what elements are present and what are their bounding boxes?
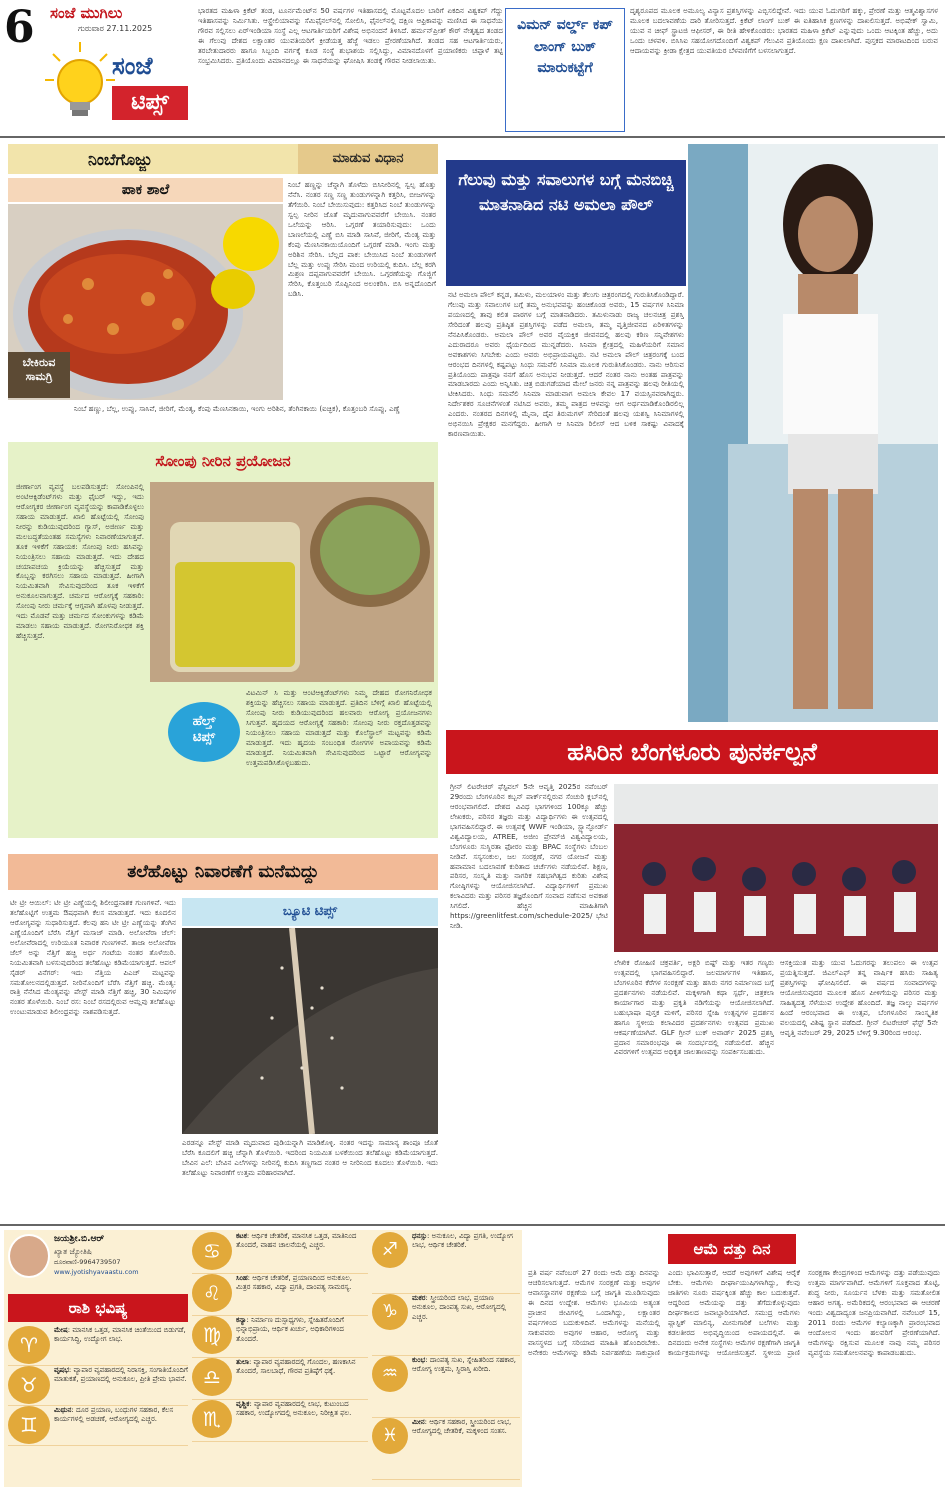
astrologer-name: ಜಯಶ್ರೀ.ಬಿ.ಆರ್ bbox=[54, 1234, 105, 1244]
ame-dattu-title: ಆಮೆ ದತ್ತು ದಿನ bbox=[668, 1234, 796, 1264]
gemini-icon: ♊ bbox=[8, 1406, 50, 1444]
rashi-item: ♑ ಮಕರ: ಸ್ತ್ರೀಯರಿಂದ ಲಾಭ, ಪ್ರಯಾಣ ಅನುಕೂಲ, ದಾಂಪತ್ಯ ಸುಖ, ಆರೋಗ್ಯದಲ್ಲಿ ಎಚ್ಚರ. bbox=[372, 1294, 520, 1356]
rashi-text: ಆರ್ಥಿಕ ಸಹಕಾರ, ಸ್ತ್ರೀಯರಿಂದ ಲಾಭ, ಆರೋಗ್ಯದಲ್ಲಿ ಚೇತರಿಕೆ, ಮಕ್ಕಳಿಂದ ಸಂತಸ. bbox=[412, 1418, 512, 1436]
bulb-icon bbox=[45, 40, 115, 130]
lemon-title-bar bbox=[8, 144, 438, 174]
rashi-name: ತುಲಾ bbox=[236, 1358, 249, 1366]
rashi-text: ದಾಂಪತ್ಯ ಸುಖ, ಸ್ನೇಹಿತರಿಂದ ಸಹಕಾರ, ಆರೋಗ್ಯ ಉತ್ತಮ, ಸ್ಥಿರಾಸ್ತಿ ಖರೀದಿ. bbox=[412, 1356, 516, 1374]
ingredients-badge bbox=[8, 352, 70, 398]
rashi-text: ಸ್ತ್ರೀಯರಿಂದ ಲಾಭ, ಪ್ರಯಾಣ ಅನುಕೂಲ, ದಾಂಪತ್ಯ ಸುಖ, ಆರೋಗ್ಯದಲ್ಲಿ ಎಚ್ಚರ. bbox=[412, 1294, 506, 1321]
rashi-name: ಕನ್ಯಾ bbox=[236, 1316, 247, 1324]
rashi-text: ಆರ್ಥಿಕ ಚೇತರಿಕೆ, ಪ್ರಯಾಣದಿಂದ ಅನುಕೂಲ, ಮಿತ್ರರ ಸಹಕಾರ, ವಿದ್ಯಾ ಪ್ರಗತಿ, ದಾಂಪತ್ಯ ಸಾಮರಸ್ಯ. bbox=[236, 1274, 352, 1292]
fennel-title: ಸೋಂಪು ನೀರಿನ ಪ್ರಯೋಜನ bbox=[155, 452, 291, 470]
rashi-col-2 bbox=[192, 1232, 368, 1486]
rashi-name: ಕುಂಭ bbox=[412, 1356, 426, 1364]
astrologer-website[interactable]: www.jyotishyavaastu.com bbox=[54, 1268, 139, 1276]
method-label: ಮಾಡುವ ವಿಧಾನ bbox=[298, 144, 438, 174]
pisces-icon: ♓ bbox=[372, 1418, 408, 1454]
divider bbox=[0, 136, 945, 138]
ingredients-label-1: ಬೇಕಿರುವ bbox=[22, 356, 56, 369]
lemon-ingredients-text: ನಿಂಬೆ ಹಣ್ಣು, ಬೆಲ್ಲ, ಉಪ್ಪು, ಸಾಸಿವೆ, ಜೀರಿಗೆ, ಮೆಂತ್ಯ, ಕೆಂಪು ಮೆಣಸಿನಕಾಯಿ, ಇಂಗು ಅರಿಶಿನ, ತೆಂಗಿನಕಾಯಿ (ಐಚ್ಛಿಕ), ಕೊತ್ತಂಬರಿ ಸೊಪ್ಪು, ಎಣ್ಣೆ bbox=[74, 404, 400, 413]
bengaluru-text-right: ಆಸಕ್ತಿಯುತ ಮತ್ತು ಯುವ ಓದುಗರನ್ನು ತಲುಪಲು ಈ ಉತ್ಸವ ಪ್ರಯತ್ನಿಸುತ್ತದೆ. ಜಿಎಲ್‌ಎಫ್ ತನ್ನ ವಾರ್ಷಿಕ ಹಸಿರು ಸಾಹಿತ್ಯ ಪ್ರಶಸ್ತಿಗಳನ್ನು ಘೋಷಿಸಲಿದೆ. ಈ ವರ್ಷದ ಸಂವಾದಗಳನ್ನು ಆಯೋಜಿಸುವುದರ ಮೂಲಕ ಹೊಸ ಪೀಳಿಗೆಯನ್ನು ಪರಿಸರ ಮತ್ತು ಸಾಹಿತ್ಯದತ್ತ ಸೆಳೆಯುವ ಉದ್ದೇಶ ಹೊಂದಿದೆ. ತಜ್ಞ ನಾಲ್ಕು ವರ್ಷಗಳ ಹಿಂದೆ ಆರಂಭವಾದ ಈ ಉತ್ಸವ, ಬೆಂಗಳೂರಿನ ಸಾಂಸ್ಕೃತಿಕ ವಲಯದಲ್ಲಿ ವಿಶಿಷ್ಟ ಸ್ಥಾನ ಪಡೆದಿದೆ. ಗ್ರೀನ್ ಲಿಟರೇಚರ್ ಫೆಸ್ಟ್ 5ನೇ ಆವೃತ್ತಿ ನವೆಂಬರ್ 29, 2025 ಬೆಳಿಗ್ಗೆ 9.30ರಿಂದ ಆರಂಭ. bbox=[780, 958, 938, 1037]
amala-photo bbox=[688, 144, 938, 722]
rashi-name: ವೃಷಭ bbox=[54, 1366, 69, 1374]
top-box bbox=[505, 8, 625, 132]
rashi-text: ನಿರ್ಮಾಣ ದುಸ್ಸಾಧ್ಯಗಳು, ಸ್ನೇಹಿತರೊಂದಿಗೆ ಭಿನ್ನಾಭಿಪ್ರಾಯ, ಆರ್ಥಿಕ ಖರ್ಚು, ಅಧಿಕಾರಿಗಳಿಂದ ತೊಂದರೆ. bbox=[236, 1316, 344, 1343]
dandruff-text-right: ಎರಡನ್ನೂ ಪೇಸ್ಟ್ ಮಾಡಿ ಮೃದುವಾದ ಪುಡಿಯನ್ನಾಗಿ ಮಾಡಿಕೊಳ್ಳಿ. ನಂತರ ಇದನ್ನು ಸಾಮಾನ್ಯ ಶಾಂಪೂ ಜೊತೆ ಬೆರೆಸಿ ಕೂದಲಿಗೆ ಹಚ್ಚಿ ಚೆನ್ನಾಗಿ ತೊಳೆಯಿರಿ. ಇದರಿಂದ ನಿಯಮಿತ ಬಳಕೆಯಿಂದ ತಲೆಹೊಟ್ಟು ಕಡಿಮೆಯಾಗುತ್ತದೆ. ಬೇವಿನ ಎಲೆ: ಬೇವಿನ ಎಲೆಗಳನ್ನು ನೀರಿನಲ್ಲಿ ಕುದಿಸಿ ತಣ್ಣಗಾದ ನಂತರ ಆ ನೀರಿನಿಂದ ಕೂದಲು ತೊಳೆಯಿರಿ. ಇದು ತಲೆಹೊಟ್ಟು ನಿವಾರಣೆಗೆ ಉತ್ತಮ ಪರಿಹಾರವಾಗಿದೆ. bbox=[182, 1138, 438, 1177]
rashi-item: ♎ ತುಲಾ: ವ್ಯಾಪಾರ ವ್ಯವಹಾರದಲ್ಲಿ ಗೊಂದಲ, ಹಣಕಾಸಿನ ತೊಂದರೆ, ಸಾಲಬಾಧೆ, ಗೌರವ ಪ್ರತಿಷ್ಠೆಗೆ ಧಕ್ಕೆ. bbox=[192, 1358, 368, 1400]
health-tips-line-1: ಹೆಲ್ತ್ bbox=[192, 714, 216, 729]
rashi-text: ವ್ಯಾಪಾರ ವ್ಯವಹಾರದಲ್ಲಿ ನಿರಾಸಕ್ತಿ, ಸಂಗಾತಿಯೊಂದಿಗೆ ಮಾತುಕತೆ, ಪ್ರಯಾಣದಲ್ಲಿ ಅನುಕೂಲ, ಪ್ರೀತಿ ಪ್ರೇಮ ಭಾವನೆ. bbox=[54, 1366, 188, 1384]
kitchen-label: ಪಾಕ ಶಾಲೆ bbox=[8, 178, 283, 202]
rashi-name: ಮಕರ bbox=[412, 1294, 426, 1302]
fennel-text-left: ಜೀರ್ಣಾಂಗ ವ್ಯವಸ್ಥೆ ಬಲಪಡಿಸುತ್ತದೆ: ಸೋಂಪಿನಲ್ಲಿ ಅಂಟಿಆಕ್ಸಿಡೆಂಟ್‌ಗಳು ಮತ್ತು ಫೈಬರ್ ಇದ್ದು, ಇದು ಆರೋಗ್ಯಕರ ಜೀರ್ಣಾಂಗ ವ್ಯವಸ್ಥೆಯನ್ನು ಕಾಪಾಡಿಕೊಳ್ಳಲು ಸಹಾಯ ಮಾಡುತ್ತದೆ. ಖಾಲಿ ಹೊಟ್ಟೆಯಲ್ಲಿ ಸೋಂಪು ನೀರನ್ನು ಕುಡಿಯುವುದರಿಂದ ಗ್ಯಾಸ್, ಅಜೀರ್ಣ ಮತ್ತು ಮಲಬದ್ಧತೆಯಂತಹ ಸಮಸ್ಯೆಗಳು ನಿವಾರಣೆಯಾಗುತ್ತವೆ. ತೂಕ ಇಳಿಕೆಗೆ ಸಹಾಯಕ: ಸೋಂಪು ನೀರು ಹಸಿವನ್ನು ನಿಯಂತ್ರಿಸಲು ಸಹಾಯ ಮಾಡುತ್ತದೆ. ಇದು ದೇಹದ ಚಯಾಪಚಯ ಕ್ರಿಯೆಯನ್ನು ಹೆಚ್ಚಿಸುತ್ತದೆ ಮತ್ತು ಕೊಬ್ಬನ್ನು ಕರಗಿಸಲು ಸಹಾಯ ಮಾಡುತ್ತದೆ. ಹೀಗಾಗಿ ನಿಯಮಿತವಾಗಿ ಸೇವಿಸುವುದರಿಂದ ತೂಕ ಇಳಿಕೆಗೆ ಅನುಕೂಲವಾಗುತ್ತದೆ. ಚರ್ಮದ ಆರೋಗ್ಯಕ್ಕೆ ಸಹಕಾರಿ: ಸೋಂಪು ನೀರು ಚರ್ಮಕ್ಕೆ ಆಗ್ಗವಾಗಿ ಹೊಳಪು ನೀಡುತ್ತದೆ. ಇದು ಮೊಡವೆ ಮತ್ತು ಚರ್ಮದ ಸೋಂಕುಗಳನ್ನು ಕಡಿಮೆ ಮಾಡಲು ಸಹಾಯ ಮಾಡುತ್ತದೆ. ರೋಗನಿರೋಧಕ ಶಕ್ತಿ ಹೆಚ್ಚಿಸುತ್ತದೆ. bbox=[16, 482, 144, 641]
rashi-name: ಮೀನ bbox=[412, 1418, 425, 1426]
rashi-item: ♏ ವೃಶ್ಚಿಕ: ವ್ಯಾಪಾರ ವ್ಯವಹಾರದಲ್ಲಿ ಲಾಭ, ಕುಟುಂಬದ ಸಹಕಾರ, ಉದ್ಯೋಗದಲ್ಲಿ ಅನುಕೂಲ, ನಿರೀಕ್ಷಿತ ಫಲ. bbox=[192, 1400, 368, 1442]
fennel-text-right: ವಿಟಮಿನ್ ಸಿ ಮತ್ತು ಆಂಟಿಆಕ್ಸಿಡೆಂಟ್‌ಗಳು ನಿಮ್ಮ ದೇಹದ ರೋಗನಿರೋಧಕ ಶಕ್ತಿಯನ್ನು ಹೆಚ್ಚಿಸಲು ಸಹಾಯ ಮಾಡುತ್ತದೆ. ಪ್ರತಿದಿನ ಬೆಳಿಗ್ಗೆ ಖಾಲಿ ಹೊಟ್ಟೆಯಲ್ಲಿ ಸೋಂಪು ನೀರು ಕುಡಿಯುವುದರಿಂದ ಹಲವಾರು ಆರೋಗ್ಯ ಪ್ರಯೋಜನಗಳು ಸಿಗುತ್ತವೆ. ಹೃದಯದ ಆರೋಗ್ಯಕ್ಕೆ ಸಹಕಾರಿ: ಸೋಂಪು ನೀರು ರಕ್ತದೊತ್ತಡವನ್ನು ನಿಯಂತ್ರಿಸಲು ಸಹಾಯ ಮಾಡುತ್ತದೆ ಮತ್ತು ಕೊಲೆಸ್ಟ್ರಾಲ್ ಮಟ್ಟವನ್ನು ಕಡಿಮೆ ಮಾಡುತ್ತದೆ. ಇದು ಹೃದಯ ಸಂಬಂಧಿತ ರೋಗಗಳ ಅಪಾಯವನ್ನು ಕಡಿಮೆ ಮಾಡುತ್ತದೆ. ನಿಯಮಿತವಾಗಿ ಸೇವಿಸುವುದರಿಂದ ಒಟ್ಟಾರೆ ಆರೋಗ್ಯವನ್ನು ಉತ್ತಮಪಡಿಸಿಕೊಳ್ಳಬಹುದು. bbox=[246, 688, 432, 767]
rashi-name: ಸಿಂಹ bbox=[236, 1274, 248, 1282]
bengaluru-text-left: ಗ್ರೀನ್ ಲಿಟರೇಚರ್ ಫೆಸ್ಟಿವಲ್ 5ನೇ ಆವೃತ್ತಿ 2025ರ ನವೆಂಬರ್ 29ರಂದು ಬೆಂಗಳೂರಿನ ಕಬ್ಬನ್ ಪಾರ್ಕ್‌ನಲ್ಲಿರುವ ಸೆಂಚುರಿ ಕ್ಲಬ್‌ನಲ್ಲಿ ಆರಂಭವಾಗಲಿದೆ. ದೇಶದ ವಿವಿಧ ಭಾಗಗಳಿಂದ 100ಕ್ಕೂ ಹೆಚ್ಚು ಲೇಖಕರು, ಪರಿಸರ ತಜ್ಞರು ಮತ್ತು ವಿದ್ಯಾರ್ಥಿಗಳು ಈ ಉತ್ಸವದಲ್ಲಿ ಭಾಗವಹಿಸಲಿದ್ದಾರೆ. ಈ ಉತ್ಸವಕ್ಕೆ WWF ಇಂಡಿಯಾ, ಸ್ಟ್ಯಾನ್ಫೋರ್ಡ್ ವಿಶ್ವವಿದ್ಯಾಲಯ, ATREE, ಅಜೀಂ ಪ್ರೇಮ್‌ಜಿ ವಿಶ್ವವಿದ್ಯಾಲಯ, ಬೆಂಗಳೂರು ಸುಸ್ಥಿರತಾ ಫೋರಂ ಮತ್ತು BPAC ಸಂಸ್ಥೆಗಳು ಬೆಂಬಲ ನೀಡಿವೆ. ಸಸ್ಯಸಂಕುಲ, ಜಲ ಸಂರಕ್ಷಣೆ, ನಗರ ಯೋಜನೆ ಮತ್ತು ಹವಾಮಾನ ಬದಲಾವಣೆ ಕುರಿತಾದ ಚರ್ಚೆಗಳು ನಡೆಯಲಿವೆ. ಶಿಕ್ಷಣ, ಪರಿಸರ, ಸಂಸ್ಕೃತಿ ಮತ್ತು ನಾಗರಿಕ ಸಹಭಾಗಿತ್ವದ ಕುರಿತು ವಿಶೇಷ ಗೋಷ್ಠಿಗಳನ್ನು ಆಯೋಜಿಸಲಾಗಿದೆ. ವಿದ್ಯಾರ್ಥಿಗಳಿಗೆ ಪ್ರಮುಖ ಕಲಾವಿದರು ಮತ್ತು ಪರಿಸರ ತಜ್ಞರೊಂದಿಗೆ ಸಂವಾದ ನಡೆಸುವ ಅವಕಾಶ ಸಿಗಲಿದೆ. ಹೆಚ್ಚಿನ ಮಾಹಿತಿಗಾಗಿ https://greenlitfest.com/schedule-2025/ ಭೇಟಿ ನೀಡಿ. bbox=[450, 782, 608, 931]
astrologer-title: ಖ್ಯಾತ ಜ್ಯೋತಿಷಿ bbox=[54, 1247, 92, 1256]
bengaluru-headline-bar bbox=[446, 730, 938, 774]
beauty-tips-label: ಬ್ಯೂಟಿ ಟಿಪ್ಸ್ bbox=[182, 898, 438, 926]
dandruff-title: ತಲೆಹೊಟ್ಟು ನಿವಾರಣೆಗೆ ಮನೆಮದ್ದು bbox=[8, 854, 438, 890]
dandruff-image bbox=[182, 928, 438, 1134]
aries-icon: ♈ bbox=[8, 1326, 50, 1364]
lemon-title: ನಿಂಬೆಗೊಜ್ಜು bbox=[88, 150, 152, 169]
rashi-name: ಧನಸ್ಸು bbox=[412, 1232, 428, 1240]
health-tips-badge bbox=[168, 702, 240, 762]
rashi-name: ಕಟಕ bbox=[236, 1232, 247, 1240]
ame-dattu-text: ಪ್ರತಿ ವರ್ಷ ನವೆಂಬರ್ 27 ರಂದು ಆಮೆ ದತ್ತು ದಿನವನ್ನು ಆಚರಿಸಲಾಗುತ್ತದೆ. ಆಮೆಗಳ ಸಂರಕ್ಷಣೆ ಮತ್ತು ಅವುಗಳ ಆವಾಸಸ್ಥಾನಗಳ ರಕ್ಷಣೆಯ ಬಗ್ಗೆ ಜಾಗೃತಿ ಮೂಡಿಸುವುದು ಈ ದಿನದ ಉದ್ದೇಶ. ಆಮೆಗಳು ಭೂಮಿಯ ಅತ್ಯಂತ ಪ್ರಾಚೀನ ಜೀವಿಗಳಲ್ಲಿ ಒಂದಾಗಿದ್ದು, ಲಕ್ಷಾಂತರ ವರ್ಷಗಳಿಂದ ಬದುಕುಳಿದಿವೆ. ಆಮೆಗಳನ್ನು ಮನೆಯಲ್ಲಿ ಸಾಕುವವರು ಅವುಗಳ ಆಹಾರ, ಆರೋಗ್ಯ ಮತ್ತು ವಾಸಸ್ಥಳದ ಬಗ್ಗೆ ಸರಿಯಾದ ಮಾಹಿತಿ ಹೊಂದಿರಬೇಕು. ಅನೇಕರು ಆಮೆಗಳನ್ನು ಕಡಿಮೆ ನಿರ್ವಹಣೆಯ ಸಾಕುಪ್ರಾಣಿ ಎಂದು ಭಾವಿಸುತ್ತಾರೆ, ಆದರೆ ಅವುಗಳಿಗೆ ವಿಶೇಷ ಆರೈಕೆ ಬೇಕು. ಆಮೆಗಳು ದೀರ್ಘಾಯುಷಿಗಳಾಗಿದ್ದು, ಕೆಲವು ಜಾತಿಗಳು ನೂರು ವರ್ಷಕ್ಕಿಂತ ಹೆಚ್ಚು ಕಾಲ ಬದುಕುತ್ತವೆ. ಆದ್ದರಿಂದ ಆಮೆಯನ್ನು ದತ್ತು ತೆಗೆದುಕೊಳ್ಳುವುದು ದೀರ್ಘಕಾಲದ ಜವಾಬ್ದಾರಿಯಾಗಿದೆ. ಸಮುದ್ರ ಆಮೆಗಳು ಪ್ಲಾಸ್ಟಿಕ್ ಮಾಲಿನ್ಯ, ಮೀನುಗಾರಿಕೆ ಬಲೆಗಳು ಮತ್ತು ಕಡಲತೀರದ ಅಭಿವೃದ್ಧಿಯಿಂದ ಅಪಾಯದಲ್ಲಿವೆ. ಈ ದಿನದಂದು ಅನೇಕ ಸಂಸ್ಥೆಗಳು ಆಮೆಗಳ ರಕ್ಷಣೆಗಾಗಿ ಜಾಗೃತಿ ಕಾರ್ಯಕ್ರಮಗಳನ್ನು ಆಯೋಜಿಸುತ್ತವೆ. ಸ್ಥಳೀಯ ಪ್ರಾಣಿ ಸಂರಕ್ಷಣಾ ಕೇಂದ್ರಗಳಿಂದ ಆಮೆಗಳನ್ನು ದತ್ತು ಪಡೆಯುವುದು ಉತ್ತಮ ಮಾರ್ಗವಾಗಿದೆ. ಆಮೆಗಳಿಗೆ ಸೂಕ್ತವಾದ ತೊಟ್ಟಿ, ಶುದ್ಧ ನೀರು, ಸೂರ್ಯನ ಬೆಳಕು ಮತ್ತು ಸಮತೋಲಿತ ಆಹಾರ ಅಗತ್ಯ. ಅಮೆರಿಕದಲ್ಲಿ ಆರಂಭವಾದ ಈ ಆಚರಣೆ ಇಂದು ವಿಶ್ವದಾದ್ಯಂತ ಜನಪ್ರಿಯವಾಗಿದೆ. ನವೆಂಬರ್ 15, 2011 ರಂದು ಆಮೆಗಳ ಕಲ್ಯಾಣಕ್ಕಾಗಿ ಪ್ರಾರಂಭವಾದ ಆಂದೋಲನ ಇಂದು ಹಲವರಿಗೆ ಪ್ರೇರಣೆಯಾಗಿದೆ. ಆಮೆಗಳನ್ನು ರಕ್ಷಿಸುವ ಮೂಲಕ ನಾವು ನಮ್ಮ ಪರಿಸರ ವ್ಯವಸ್ಥೆಯ ಸಮತೋಲನವನ್ನು ಕಾಪಾಡಬಹುದು. bbox=[528, 1268, 940, 1357]
rashi-name: ಮೇಷ bbox=[54, 1326, 68, 1334]
rashi-name: ವೃಶ್ಚಿಕ bbox=[236, 1400, 250, 1408]
rashi-item: ♓ ಮೀನ: ಆರ್ಥಿಕ ಸಹಕಾರ, ಸ್ತ್ರೀಯರಿಂದ ಲಾಭ, ಆರೋಗ್ಯದಲ್ಲಿ ಚೇತರಿಕೆ, ಮಕ್ಕಳಿಂದ ಸಂತಸ. bbox=[372, 1418, 520, 1480]
rashi-text: ಅನುಕೂಲ, ವಿದ್ಯಾ ಪ್ರಗತಿ, ಉದ್ಯೋಗ ಲಾಭ, ಆರ್ಥಿಕ ಚೇತರಿಕೆ. bbox=[412, 1232, 513, 1250]
libra-icon: ♎ bbox=[192, 1358, 232, 1396]
leo-icon: ♌ bbox=[192, 1274, 232, 1312]
amala-headline: ಗೆಲುವು ಮತ್ತು ಸವಾಲುಗಳ ಬಗ್ಗೆ ಮನಬಿಚ್ಚಿ ಮಾತನಾಡಿದ ನಟಿ ಅಮಲಾ ಪೌಲ್ bbox=[458, 170, 674, 214]
rashi-text: ಮಾನಸಿಕ ಒತ್ತಡ, ಮಾನಸಿಕ ಚಿಂತೆಯಿಂದ ಬಿಡುಗಡೆ, ಕಾರ್ಯಸಿದ್ಧಿ, ಉದ್ಯೋಗ ಲಾಭ. bbox=[54, 1326, 186, 1344]
rashi-col-1 bbox=[8, 1326, 188, 1486]
astrologer-avatar bbox=[8, 1234, 50, 1278]
rashi-title: ರಾಶಿ ಭವಿಷ್ಯ bbox=[8, 1294, 188, 1322]
rashi-text: ವ್ಯಾಪಾರ ವ್ಯವಹಾರದಲ್ಲಿ ಗೊಂದಲ, ಹಣಕಾಸಿನ ತೊಂದರೆ, ಸಾಲಬಾಧೆ, ಗೌರವ ಪ್ರತಿಷ್ಠೆಗೆ ಧಕ್ಕೆ. bbox=[236, 1358, 356, 1376]
astrologer-phone: ದೂರವಾಣಿ-9964739507 bbox=[54, 1258, 121, 1266]
rashi-item: ♍ ಕನ್ಯಾ: ನಿರ್ಮಾಣ ದುಸ್ಸಾಧ್ಯಗಳು, ಸ್ನೇಹಿತರೊಂದಿಗೆ ಭಿನ್ನಾಭಿಪ್ರಾಯ, ಆರ್ಥಿಕ ಖರ್ಚು, ಅಧಿಕಾರಿಗಳಿಂದ ತೊಂದರೆ. bbox=[192, 1316, 368, 1358]
dandruff-text-left: ಟೀ ಟ್ರೀ ಆಯಿಲ್: ಟೀ ಟ್ರೀ ಎಣ್ಣೆಯಲ್ಲಿ ಶಿಲೀಂಧ್ರನಾಶಕ ಗುಣಗಳಿವೆ. ಇದು ತಲೆಹೊಟ್ಟಿಗೆ ಉತ್ತಮ ಔಷಧವಾಗಿ ಕೆಲಸ ಮಾಡುತ್ತದೆ. ಇದು ಕೂದಲಿನ ಆರೋಗ್ಯವನ್ನು ಸುಧಾರಿಸುತ್ತದೆ. ಕೆಲವು ಹನಿ ಟೀ ಟ್ರೀ ಎಣ್ಣೆಯನ್ನು ತೆಂಗಿನ ಎಣ್ಣೆಯೊಂದಿಗೆ ಬೆರೆಸಿ ನೆತ್ತಿಗೆ ಮಸಾಜ್ ಮಾಡಿ. ಅಲೋವೆರಾ ಜೆಲ್: ಅಲೋವೆರಾದಲ್ಲಿ ಉರಿಯೂತ ನಿವಾರಕ ಗುಣಗಳಿವೆ. ತಾಜಾ ಅಲೋವೆರಾ ಜೆಲ್ ಅನ್ನು ನೆತ್ತಿಗೆ ಹಚ್ಚಿ ಅರ್ಧ ಗಂಟೆಯ ನಂತರ ತೊಳೆಯಿರಿ. ನಿಯಮಿತವಾಗಿ ಬಳಸುವುದರಿಂದ ತಲೆಹೊಟ್ಟು ಕಡಿಮೆಯಾಗುತ್ತದೆ. ಆಪಲ್ ಸೈಡರ್ ವಿನೆಗರ್: ಇದು ನೆತ್ತಿಯ ಪಿಎಚ್ ಮಟ್ಟವನ್ನು ಸಮತೋಲನದಲ್ಲಿಡುತ್ತದೆ. ನೀರಿನೊಂದಿಗೆ ಬೆರೆಸಿ ನೆತ್ತಿಗೆ ಹಚ್ಚಿ. ಮೆಂತ್ಯ: ರಾತ್ರಿ ನೆನೆಸಿದ ಮೆಂತ್ಯವನ್ನು ಪೇಸ್ಟ್ ಮಾಡಿ ನೆತ್ತಿಗೆ ಹಚ್ಚಿ, 30 ನಿಮಿಷಗಳ ನಂತರ ತೊಳೆಯಿರಿ. ನಿಂಬೆ ರಸ: ನಿಂಬೆ ರಸದಲ್ಲಿರುವ ಆಮ್ಲವು ತಲೆಹೊಟ್ಟು ಉಂಟುಮಾಡುವ ಶಿಲೀಂಧ್ರವನ್ನು ನಾಶಪಡಿಸುತ್ತದೆ. bbox=[10, 898, 176, 1017]
rashi-item: ♋ ಕಟಕ: ಆರ್ಥಿಕ ಚೇತರಿಕೆ, ಮಾನಸಿಕ ಒತ್ತಡ, ಮಾತಿನಿಂದ ತೊಂದರೆ, ವಾಹನ ಚಾಲನೆಯಲ್ಲಿ ಎಚ್ಚರ. bbox=[192, 1232, 368, 1274]
ingredients-label-2: ಸಾಮಗ್ರಿ bbox=[25, 370, 53, 383]
top-box-title: ವಿಮನ್ ವರ್ಲ್ಡ್ ಕಪ್ ಲಾಂಗ್ ಬುಕ್ ಮಾರುಕಟ್ಟೆಗೆ bbox=[517, 17, 613, 77]
fennel-image bbox=[150, 482, 434, 682]
rashi-name: ಮಿಥುನ bbox=[54, 1406, 72, 1414]
rashi-text: ವ್ಯಾಪಾರ ವ್ಯವಹಾರದಲ್ಲಿ ಲಾಭ, ಕುಟುಂಬದ ಸಹಕಾರ, ಉದ್ಯೋಗದಲ್ಲಿ ಅನುಕೂಲ, ನಿರೀಕ್ಷಿತ ಫಲ. bbox=[236, 1400, 352, 1418]
rashi-item: ♒ ಕುಂಭ: ದಾಂಪತ್ಯ ಸುಖ, ಸ್ನೇಹಿತರಿಂದ ಸಹಕಾರ, ಆರೋಗ್ಯ ಉತ್ತಮ, ಸ್ಥಿರಾಸ್ತಿ ಖರೀದಿ. bbox=[372, 1356, 520, 1418]
aquarius-icon: ♒ bbox=[372, 1356, 408, 1392]
rashi-item: ♐ ಧನಸ್ಸು: ಅನುಕೂಲ, ವಿದ್ಯಾ ಪ್ರಗತಿ, ಉದ್ಯೋಗ ಲಾಭ, ಆರ್ಥಿಕ ಚೇತರಿಕೆ. bbox=[372, 1232, 520, 1294]
taurus-icon: ♉ bbox=[8, 1366, 50, 1404]
rashi-item: ♌ ಸಿಂಹ: ಆರ್ಥಿಕ ಚೇತರಿಕೆ, ಪ್ರಯಾಣದಿಂದ ಅನುಕೂಲ, ಮಿತ್ರರ ಸಹಕಾರ, ವಿದ್ಯಾ ಪ್ರಗತಿ, ದಾಂಪತ್ಯ ಸಾಮರಸ್ಯ. bbox=[192, 1274, 368, 1316]
rashi-item: ♉ ವೃಷಭ: ವ್ಯಾಪಾರ ವ್ಯವಹಾರದಲ್ಲಿ ನಿರಾಸಕ್ತಿ, ಸಂಗಾತಿಯೊಂದಿಗೆ ಮಾತುಕತೆ, ಪ್ರಯಾಣದಲ್ಲಿ ಅನುಕೂಲ, ಪ್ರೀತಿ ಪ್ರೇಮ ಭಾವನೆ. bbox=[8, 1366, 188, 1406]
scorpio-icon: ♏ bbox=[192, 1400, 232, 1438]
rashi-item: ♈ ಮೇಷ: ಮಾನಸಿಕ ಒತ್ತಡ, ಮಾನಸಿಕ ಚಿಂತೆಯಿಂದ ಬಿಡುಗಡೆ, ಕಾರ್ಯಸಿದ್ಧಿ, ಉದ್ಯೋಗ ಲಾಭ. bbox=[8, 1326, 188, 1366]
cancer-icon: ♋ bbox=[192, 1232, 232, 1270]
bengaluru-photo bbox=[614, 784, 938, 952]
bengaluru-headline: ಹಸಿರಿನ ಬೆಂಗಳೂರು ಪುನರ್ಕಲ್ಪನೆ bbox=[567, 738, 817, 766]
amala-text: ನಟಿ ಅಮಲಾ ಪೌಲ್ ಕನ್ನಡ, ತಮಿಳು, ಮಲಯಾಳಂ ಮತ್ತು ತೆಲುಗು ಚಿತ್ರರಂಗದಲ್ಲಿ ಗುರುತಿಸಿಕೊಂಡಿದ್ದಾರೆ. ಗೆಲುವು ಮತ್ತು ಸವಾಲುಗಳ ಬಗ್ಗೆ ತಮ್ಮ ಅನುಭವವನ್ನು ಹಂಚಿಕೊಂಡ ಅವರು, 15 ವರ್ಷಗಳ ಸಿನಿಮಾ ಪಯಣದಲ್ಲಿ ತಾವು ಕಲಿತ ಪಾಠಗಳ ಬಗ್ಗೆ ಮಾತನಾಡಿದರು. ತಮಿಳುನಾಡು ರಾಜ್ಯ ಚಲನಚಿತ್ರ ಪ್ರಶಸ್ತಿ ಸೇರಿದಂತೆ ಹಲವು ಪ್ರತಿಷ್ಠಿತ ಪ್ರಶಸ್ತಿಗಳನ್ನು ಪಡೆದ ಅಮಲಾ, ತಮ್ಮ ವೃತ್ತಿಜೀವನದ ಏರಿಳಿತಗಳನ್ನು ನೆನಪಿಸಿಕೊಂಡರು. ಅಮಲಾ ಪೌಲ್ ಅವರ ವೈಯಕ್ತಿಕ ಜೀವನದಲ್ಲಿ ಹಲವು ಕಠಿಣ ಸನ್ನಿವೇಶಗಳು ಎದುರಾದರೂ ಅವರು ಧೈರ್ಯದಿಂದ ಮುನ್ನಡೆದರು. ಸಿನಿಮಾ ಕ್ಷೇತ್ರದಲ್ಲಿ ಮಹಿಳೆಯರಿಗೆ ಸಮಾನ ಅವಕಾಶಗಳು ಸಿಗಬೇಕು ಎಂದು ಅವರು ಅಭಿಪ್ರಾಯಪಟ್ಟರು. ನಟಿ ಅಮಲಾ ಪೌಲ್ ಚಿತ್ರರಂಗಕ್ಕೆ ಬಂದ ಆರಂಭದ ದಿನಗಳಲ್ಲಿ ಕಷ್ಟಪಟ್ಟು ಸಿಂಧು ಸಮವೆಲಿ ಸಿನಿಮಾ ಮೂಲಕ ಗುರುತಿಸಿಕೊಂಡರು. ನಾನು ಆರಿಸುವ ಪ್ರತಿಯೊಂದು ಪಾತ್ರವೂ ನನಗೆ ಹೊಸ ಅನುಭವ ನೀಡುತ್ತದೆ. ಆದರೆ ನಂತರ ನಾನು ಅಂತಹ ಪಾತ್ರವನ್ನು ಮಾಡಬಾರದು ಎಂದು ಅನ್ನಿಸಿತು. ಚಿತ್ರ ಬಿಡುಗಡೆಯಾದ ಮೇಲೆ ಜನರು ನನ್ನ ಪಾತ್ರವನ್ನು ಹಲವು ರೀತಿಯಲ್ಲಿ ಟೀಕಿಸಿದರು. ಸಿಂಧು ಸಮವೆಲಿ ಸಿನಿಮಾ ಮಾಡುವಾಗ ಅಮಲಾ ಕೇವಲ 17 ವಯಸ್ಸಿನವರಾಗಿದ್ದರು. ನಿರ್ದೇಶಕರ ಸೂಚನೆಗಳಂತೆ ನಟಿಸಿದ ಅವರು, ತಮ್ಮ ಪಾತ್ರದ ಆಳವನ್ನು ಆಗ ಅರ್ಥಮಾಡಿಕೊಂಡಿರಲಿಲ್ಲ ಎಂದರು. ನಂತರದ ದಿನಗಳಲ್ಲಿ ಮೈನಾ, ದೈವ ತಿರುಮಗಳ್ ಸೇರಿದಂತೆ ಹಲವು ಯಶಸ್ವಿ ಸಿನಿಮಾಗಳಲ್ಲಿ ಅಭಿನಯಿಸಿ ಪ್ರೇಕ್ಷಕರ ಮನಗೆದ್ದರು. ಹೀಗಾಗಿ ಆ ಸಿನಿಮಾ ರಿಲೀಸ್ ಆದ ಬಳಿಕ ಸಾಕಷ್ಟು ವಿವಾದಕ್ಕೆ ಕಾರಣವಾಯಿತು. bbox=[448, 290, 684, 439]
rashi-item: ♊ ಮಿಥುನ: ದೂರ ಪ್ರಯಾಣ, ಬಂಧುಗಳ ಸಹಕಾರ, ಕೆಲಸ ಕಾರ್ಯಗಳಲ್ಲಿ ಅಡಚಣೆ, ಆರೋಗ್ಯದಲ್ಲಿ ಎಚ್ಚರ. bbox=[8, 1406, 188, 1446]
masthead bbox=[0, 0, 195, 135]
capricorn-icon: ♑ bbox=[372, 1294, 408, 1330]
virgo-icon: ♍ bbox=[192, 1316, 232, 1354]
divider bbox=[0, 1224, 945, 1226]
lemon-method-text: ನಿಂಬೆ ಹಣ್ಣನ್ನು ಚೆನ್ನಾಗಿ ತೊಳೆದು ಬಿಸಿನೀರಿನಲ್ಲಿ ಸ್ವಲ್ಪ ಹೊತ್ತು ನೆನೆಸಿ. ನಂತರ ಸಣ್ಣ ಸಣ್ಣ ತುಂಡುಗಳನ್ನಾಗಿ ಕತ್ತರಿಸಿ, ಬೀಜಗಳನ್ನು ತೆಗೆಯಿರಿ. ನಿಂಬೆ ಬೇಯಿಸುವುದು: ಕತ್ತರಿಸಿದ ನಿಂಬೆ ತುಂಡುಗಳನ್ನು ಸ್ವಲ್ಪ ನೀರಿನ ಜೊತೆ ಮೃದುವಾಗುವವರೆಗೆ ಬೇಯಿಸಿ. ನಂತರ ಒಲೆಯನ್ನು ಆರಿಸಿ. ಒಗ್ಗರಣೆ ತಯಾರಿಸುವುದು: ಒಂದು ಬಾಣಲೆಯಲ್ಲಿ ಎಣ್ಣೆ ಬಿಸಿ ಮಾಡಿ ಸಾಸಿವೆ, ಜೀರಿಗೆ, ಮೆಂತ್ಯ ಮತ್ತು ಕೆಂಪು ಮೆಣಸಿನಕಾಯಿಯೊಂದಿಗೆ ಒಗ್ಗರಣೆ ಮಾಡಿ. ಇಂಗು ಮತ್ತು ಅರಿಶಿನ ಸೇರಿಸಿ. ಬೆಲ್ಲದ ಪಾಕ: ಬೇಯಿಸಿದ ನಿಂಬೆ ತುಂಡುಗಳಿಗೆ ಬೆಲ್ಲ ಮತ್ತು ಉಪ್ಪು ಸೇರಿಸಿ ಮಂದ ಉರಿಯಲ್ಲಿ ಕುದಿಸಿ. ಬೆಲ್ಲ ಕರಗಿ ಮಿಶ್ರಣ ದಪ್ಪವಾಗುವವರೆಗೆ ಬೇಯಿಸಿ. ಒಗ್ಗರಣೆಯನ್ನು ಗೊಜ್ಜಿಗೆ ಸೇರಿಸಿ, ಕೊತ್ತಂಬರಿ ಸೊಪ್ಪಿನಿಂದ ಅಲಂಕರಿಸಿ. ಬಿಸಿ ಅನ್ನದೊಂದಿಗೆ ಬಡಿಸಿ. bbox=[288, 180, 436, 299]
rashi-text: ಆರ್ಥಿಕ ಚೇತರಿಕೆ, ಮಾನಸಿಕ ಒತ್ತಡ, ಮಾತಿನಿಂದ ತೊಂದರೆ, ವಾಹನ ಚಾಲನೆಯಲ್ಲಿ ಎಚ್ಚರ. bbox=[236, 1232, 357, 1250]
rashi-text: ದೂರ ಪ್ರಯಾಣ, ಬಂಧುಗಳ ಸಹಕಾರ, ಕೆಲಸ ಕಾರ್ಯಗಳಲ್ಲಿ ಅಡಚಣೆ, ಆರೋಗ್ಯದಲ್ಲಿ ಎಚ್ಚರ. bbox=[54, 1406, 174, 1424]
section-title-top: ಸಂಜೆ bbox=[112, 52, 153, 80]
rashi-col-3 bbox=[372, 1232, 520, 1486]
issue-date: ಗುರುವಾರ 27.11.2025 bbox=[78, 24, 153, 33]
brand-name: ಸಂಜೆ ಮುಗಿಲು bbox=[50, 4, 123, 22]
sagittarius-icon: ♐ bbox=[372, 1232, 408, 1268]
top-right-article: ದೃಶ್ಯರೂಪದ ಮೂಲಕ ಅಮೂಲ್ಯ ವಿನ್ಯಾಸ ಪ್ರಶಸ್ತಿಗಳನ್ನು ಎಬ್ಬಿಸಲಿದ್ದೇವೆ. ಇದು ಯುವ ಓದುಗರಿಗೆ ಹಕ್ಕು, ಪ್ರೇರಣೆ ಮತ್ತು ಆತ್ಮವಿಶ್ವಾಸಗಳ ಮೂಲಕ ಬದಲಾವಣೆಯ ದಾರಿ ತೋರಿಸುತ್ತದೆ. ಕ್ರಿಕೆಟ್ ಲಾಂಗ್ ಬುಕ್ ಈ ಐತಿಹಾಸಿಕ ಕ್ಷಣಗಳನ್ನು ದಾಖಲಿಸುತ್ತದೆ. ಅಭಿಷೇಕ್ ಸ್ವಾಮಿ, ಯುವ ನ ಚೀಫ್ ಸ್ಟ್ರಾಟಜಿ ಆಫೀಸರ್, ಈ ರೀತಿ ಹೇಳಿಕೊಂಡರು: ಭಾರತದ ಮಹಿಳಾ ಕ್ರಿಕೆಟ್ ಎನ್ನುವುದು ಒಂದು ಆಟಕ್ಕಿಂತ ಹೆಚ್ಚು, ಅದು ಒಂದು ಚಳವಳಿ. ಬಿಸಿಸಿಐ ಸಹಯೋಗದೊಂದಿಗೆ ವಿಶ್ವಕಪ್ ಗೆಲುವಿನ ಪ್ರತಿಯೊಂದು ಕ್ಷಣ ದಾಖಲಾಗಿದೆ. ಪುಸ್ತಕದ ಮಾರಾಟದಿಂದ ಬರುವ ಆದಾಯವನ್ನು ಕ್ರೀಡಾ ಕ್ಷೇತ್ರದ ಯುವತಿಯರ ಬೆಳವಣಿಗೆಗೆ ಬಳಸಲಾಗುತ್ತದೆ. bbox=[630, 6, 938, 55]
page-number: 6 bbox=[4, 2, 35, 53]
health-tips-line-2: ಟಿಪ್ಸ್ bbox=[192, 729, 216, 745]
amala-headline-box bbox=[446, 160, 686, 286]
top-article: ಭಾರತದ ಮಹಿಳಾ ಕ್ರಿಕೆಟ್ ತಂಡ, ಟೂರ್ನಮೆಂಟ್‌ನ 50 ವರ್ಷಗಳ ಇತಿಹಾಸದಲ್ಲಿ ಮೊಟ್ಟಮೊದಲ ಬಾರಿಗೆ ಏಕದಿನ ವಿಶ್ವಕಪ್ ಗೆದ್ದು ಇತಿಹಾಸವನ್ನು ನಿರ್ಮಿಸಿತು. ಆಸ್ಟ್ರೇಲಿಯಾವನ್ನು ಸೆಮಿಫೈನಲ್‌ನಲ್ಲಿ ಸೋಲಿಸಿ, ಫೈನಲ್‌ನಲ್ಲಿ ದಕ್ಷಿಣ ಆಫ್ರಿಕಾವನ್ನು ಮಣಿಸಿದ ಈ ಸಾಧನೆಯ ಗೌರವ ಸಲ್ಲಿಸಲು ಏರ್‌ಇಂಡಿಯಾ ಸಂಸ್ಥೆ ಎಲ್ಲ ಆಟಗಾರ್ತಿಯರಿಗೆ ವಿಶೇಷ ಅಭಿನಂದನೆ ತಿಳಿಸಿದೆ. ಹರ್ಮನ್‌ಪ್ರೀತ್ ಕೌರ್ ನೇತೃತ್ವದ ತಂಡದ ಈ ಗೆಲುವು ದೇಶದ ಲಕ್ಷಾಂತರ ಯುವತಿಯರಿಗೆ ಕ್ರೀಡೆಯತ್ತ ಹೆಜ್ಜೆ ಇಡಲು ಪ್ರೇರಣೆಯಾಗಿದೆ. ತಂಡದ ಸಹ ಆಟಗಾರ್ತಿಯರು, ತರಬೇತುದಾರರು ಹಾಗೂ ಸಿಬ್ಬಂದಿ ವರ್ಗಕ್ಕೆ ಕೂಡ ಸಂಸ್ಥೆ ಶುಭಾಶಯ ಸಲ್ಲಿಸಿದ್ದು, ವಿಮಾನದೊಳಗೆ ಪ್ರಯಾಣಿಕರು ಚಪ್ಪಾಳೆ ತಟ್ಟಿ ಸಂಭ್ರಮಿಸಿದರು. ಪ್ರತಿಯೊಂದು ವಿಮಾನದಲ್ಲೂ ಈ ಸಾಧನೆಯನ್ನು ಘೋಷಿಸಿ ತಂಡಕ್ಕೆ ಗೌರವ ನೀಡಲಾಯಿತು. bbox=[198, 6, 503, 65]
bengaluru-text-mid: ಲೇಖಿಕ ರೋಹಿಣಿ ಚಕ್ರವರ್ತಿ, ಅಕ್ಷರಿ ಬಿಷ್ಟ್ ಮತ್ತು ಇತರ ಗಣ್ಯರು ಉತ್ಸವದಲ್ಲಿ ಭಾಗವಹಿಸಲಿದ್ದಾರೆ. ಜಲಮಾರ್ಗಗಳ ಇತಿಹಾಸ, ಬೆಂಗಳೂರಿನ ಕೆರೆಗಳ ಸಂರಕ್ಷಣೆ ಮತ್ತು ಹಸಿರು ನಗರ ನಿರ್ಮಾಣದ ಬಗ್ಗೆ ಪ್ರದರ್ಶನಗಳು ನಡೆಯಲಿವೆ. ಮಕ್ಕಳಿಗಾಗಿ ಕಥಾ ಸ್ಪರ್ಧೆ, ಚಿತ್ರಕಲಾ ಕಾರ್ಯಾಗಾರ ಮತ್ತು ಪ್ರಕೃತಿ ನಡಿಗೆಯನ್ನು ಆಯೋಜಿಸಲಾಗಿದೆ. ಬಹುಭಾಷಾ ಪುಸ್ತಕ ಮಳಿಗೆ, ಪರಿಸರ ಸ್ನೇಹಿ ಉತ್ಪನ್ನಗಳ ಪ್ರದರ್ಶನ ಹಾಗೂ ಸ್ಥಳೀಯ ಕಲಾವಿದರ ಪ್ರದರ್ಶನಗಳು ಉತ್ಸವದ ಪ್ರಮುಖ ಆಕರ್ಷಣೆಯಾಗಿವೆ. GLF ಗ್ರೀನ್ ಬುಕ್ ಅವಾರ್ಡ್ 2025 ಪ್ರಶಸ್ತಿ ಪ್ರದಾನ ಸಮಾರಂಭವೂ ಈ ಸಂದರ್ಭದಲ್ಲಿ ನಡೆಯಲಿದೆ. ಹೆಚ್ಚಿನ ವಿವರಗಳಿಗೆ ಉತ್ಸವದ ಅಧಿಕೃತ ಜಾಲತಾಣವನ್ನು ಸಂಪರ್ಕಿಸಬಹುದು. bbox=[614, 958, 774, 1057]
section-title-bottom: ಟಿಪ್ಸ್ bbox=[112, 86, 188, 120]
